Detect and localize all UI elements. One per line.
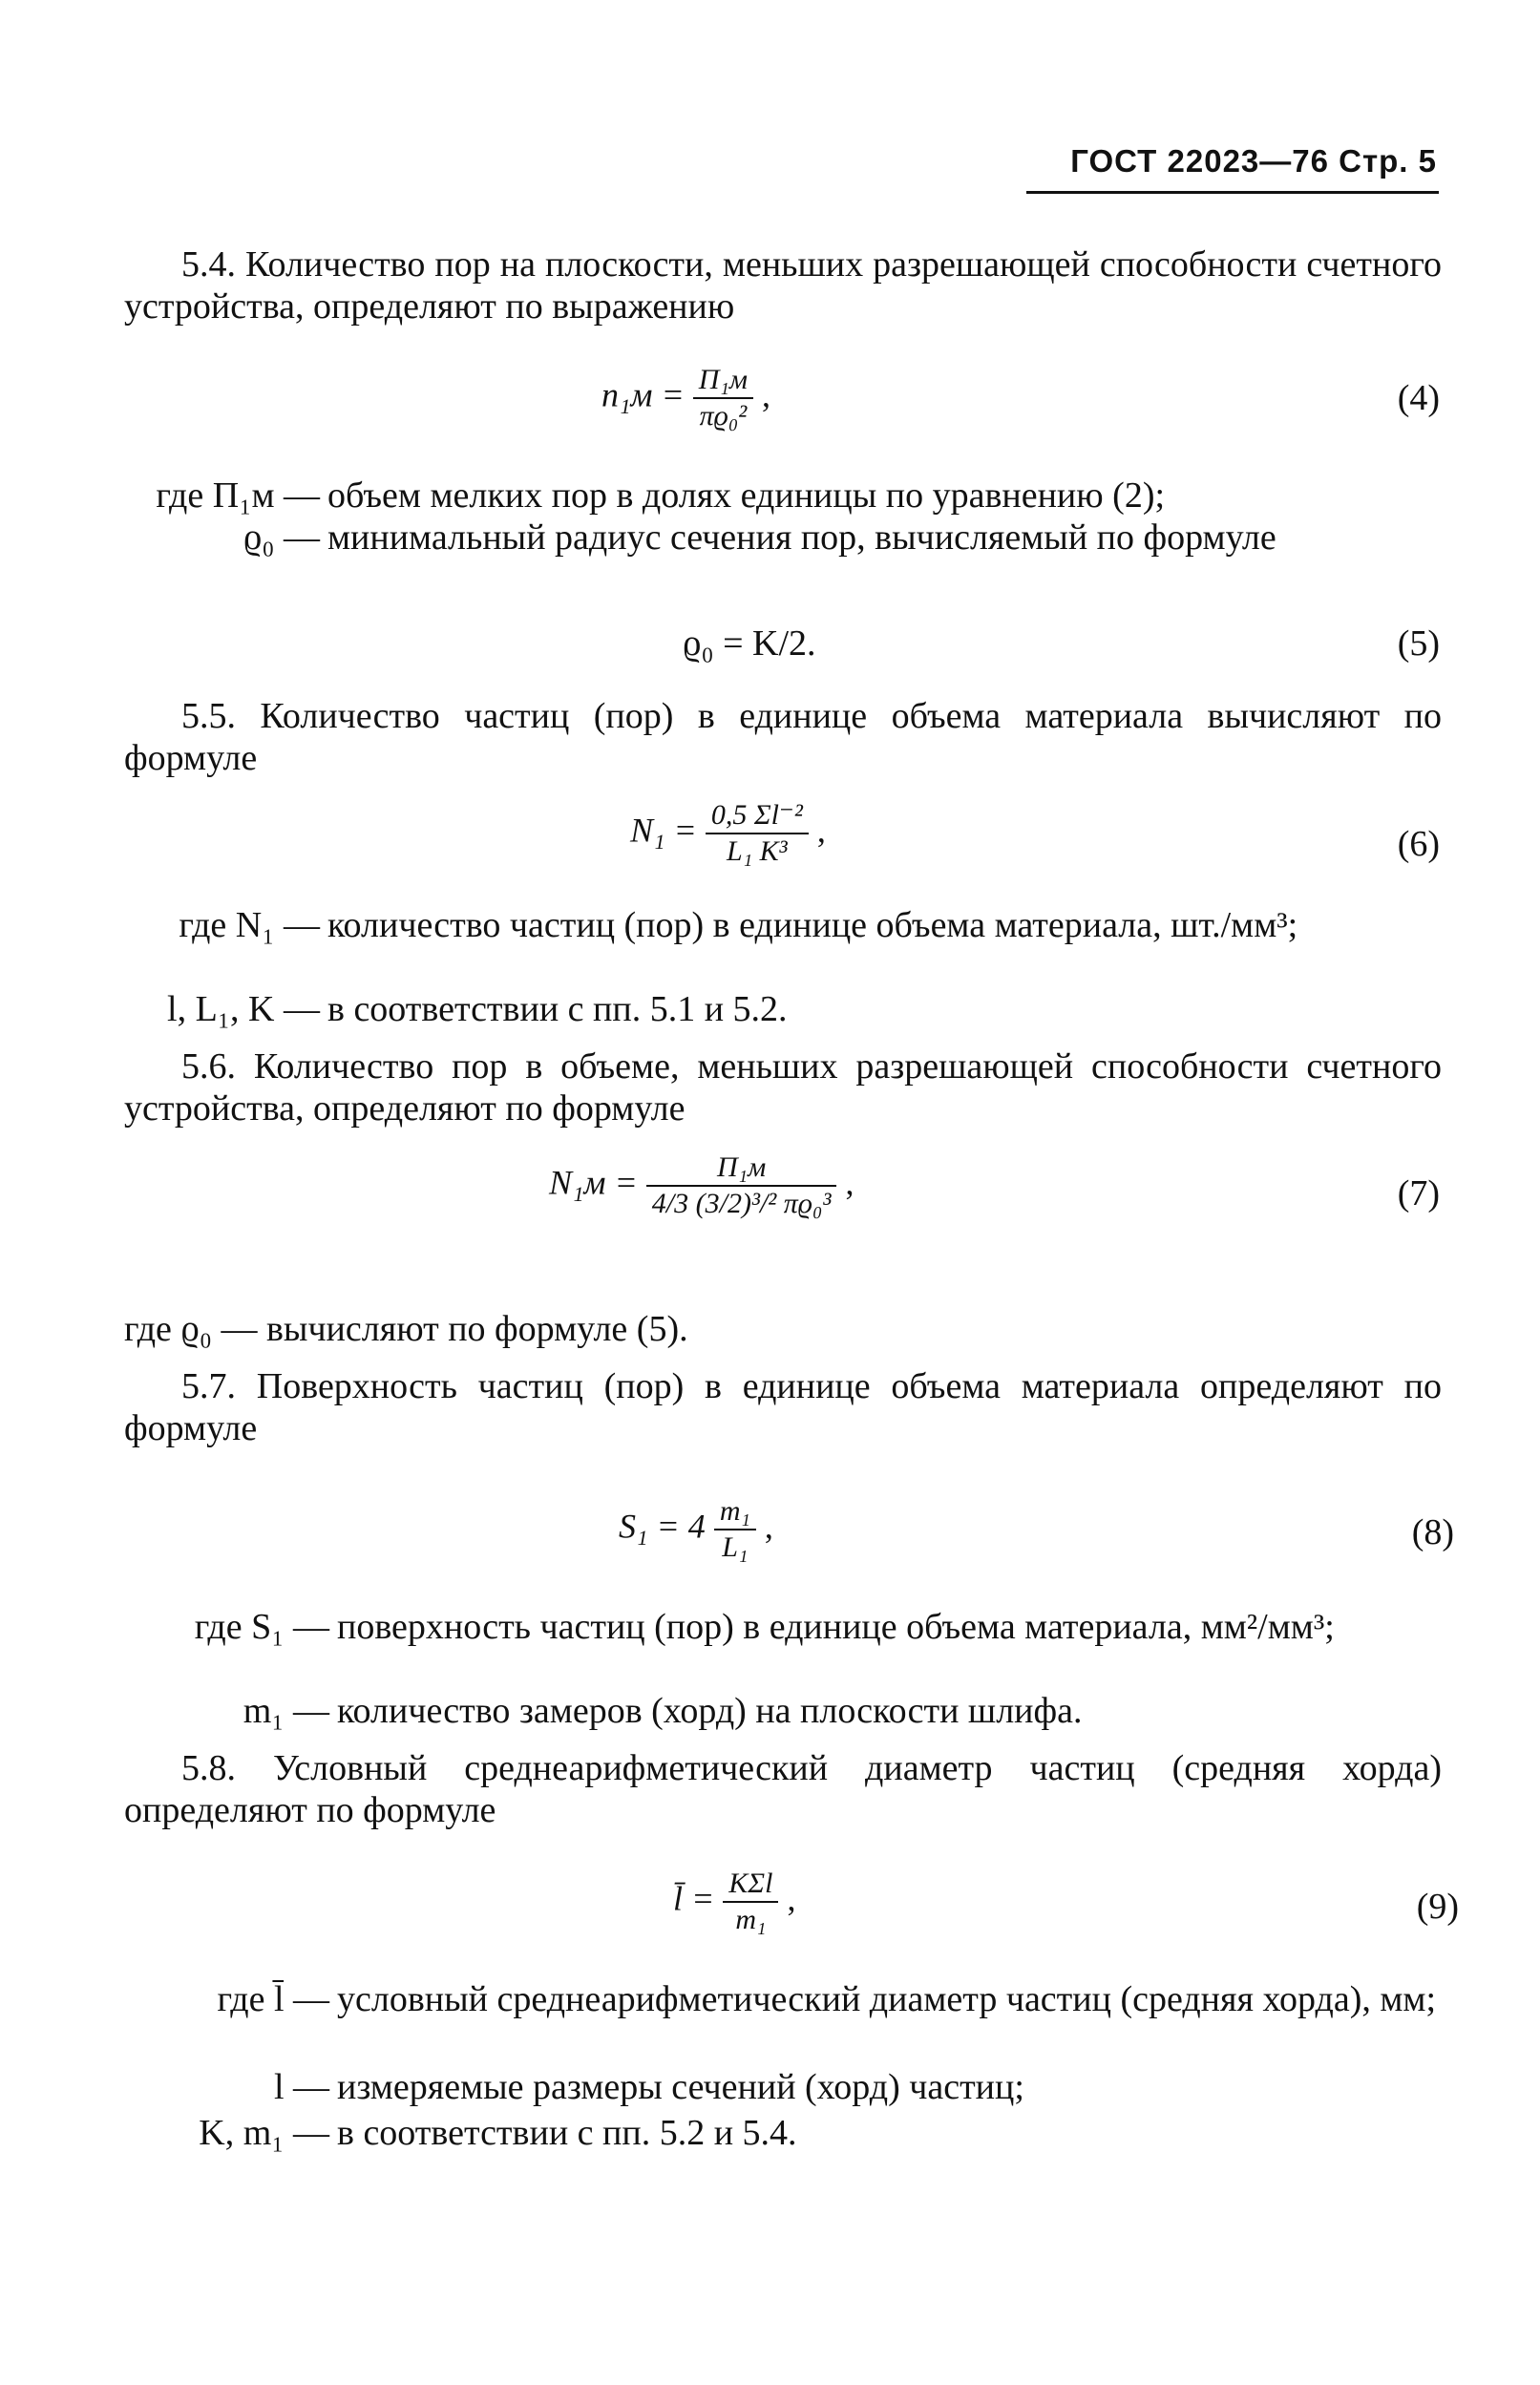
equation-number-7: (7) [1397,1173,1440,1214]
formula-6-tail: , [816,811,826,850]
formula-9-denominator: m₁ [735,1904,767,1935]
where-body: в соответствии с пп. 5.1 и 5.2. [327,989,788,1029]
where-body: поверхность частиц (пор) в единице объема материала, мм²/мм³; [337,1607,1335,1647]
formula-4-tail: , [762,375,771,414]
formula-4-lhs: n₁м = [601,375,685,414]
equation-number-9: (9) [1416,1887,1459,1927]
formula-5: ϱ₀ = K/2. [683,623,816,664]
formula-7-fraction [646,1150,837,1221]
formula-9-fraction [723,1867,778,1937]
formula-7-tail: , [845,1163,854,1202]
formula-8-fraction [714,1494,756,1565]
formula-7-numerator: П₁м [646,1150,837,1187]
formula-7 [549,1150,854,1221]
formula-4-denominator: πϱ₀² [699,400,748,432]
where-body: в соответствии с пп. 5.2 и 5.4. [337,2113,797,2153]
where-body: количество замеров (хорд) на плоскости шлифа. [337,1691,1083,1731]
where-body: измеряемые размеры сечений (хорд) частиц; [337,2067,1024,2107]
where-lead: l — [273,2067,329,2107]
formula-8-tail: , [764,1507,773,1546]
section-5-5-text: 5.5. Количество частиц (пор) в единице объема материала вычисляют по формуле [124,696,1442,778]
formula-8 [619,1494,773,1565]
formula-6-denominator: L₁ K³ [727,835,788,867]
formula-9 [673,1867,795,1937]
formula-4-fraction [693,363,753,433]
formula-4-numerator: П₁м [693,363,753,399]
formula-6-lhs: N₁ = [630,811,697,850]
equation-number-5: (5) [1397,623,1440,664]
where-body: условный среднеарифметический диаметр частиц (средняя хорда), мм; [337,1979,1437,2019]
where-body: количество частиц (пор) в единице объема материала, шт./мм³; [327,905,1298,945]
equation-number-4: (4) [1397,378,1440,418]
where-lead: где S₁ — [194,1607,329,1647]
equation-number-8: (8) [1411,1512,1454,1552]
where-lead: K, m₁ — [199,2113,329,2153]
formula-9-numerator: KΣl [723,1867,778,1903]
formula-9-lhs: l̄ = [673,1879,715,1918]
formula-9-tail: , [787,1879,796,1918]
where-lead: ϱ₀ — [243,517,320,558]
formula-4 [601,363,770,433]
section-5-6-text: 5.6. Количество пор в объеме, меньших разрешающей способности счетного устройства, определяют по формуле [124,1046,1442,1129]
section-5-8-text: 5.8. Условный среднеарифметический диаметр частиц (средняя хорда) определяют по формуле [124,1748,1442,1830]
formula-6 [630,798,826,869]
section-5-7-text: 5.7. Поверхность частиц (пор) в единице объема материала определяют по формуле [124,1366,1442,1448]
formula-7-lhs: N₁м = [549,1163,638,1202]
where-lead: где l̄ — [217,1979,329,2019]
where-lead: где П₁м — [156,475,320,516]
section-5-4-text: 5.4. Количество пор на плоскости, меньших разрешающей способности счетного устройства, определяют по выражению [124,244,1442,327]
page-header: ГОСТ 22023—76 Стр. 5 [1070,143,1437,179]
formula-8-numerator: m₁ [714,1494,756,1530]
formula-8-lhs: S₁ = 4 [619,1507,706,1546]
section-5-6-where: где ϱ₀ — вычисляют по формуле (5). [124,1309,688,1349]
formula-6-numerator: 0,5 Σl⁻² [706,798,809,834]
formula-7-denominator: 4/3 (3/2)³/² πϱ₀³ [651,1188,832,1219]
where-body: минимальный радиус сечения пор, вычисляемый по формуле [327,517,1276,558]
formula-8-denominator: L₁ [722,1531,749,1563]
where-lead: l, L₁, K — [167,989,320,1029]
where-lead: m₁ — [243,1691,329,1731]
where-body: объем мелких пор в долях единицы по уравнению (2); [327,475,1166,516]
formula-6-fraction [706,798,809,869]
where-lead: где N₁ — [179,905,320,945]
equation-number-6: (6) [1397,824,1440,864]
header-rule [1026,191,1439,194]
